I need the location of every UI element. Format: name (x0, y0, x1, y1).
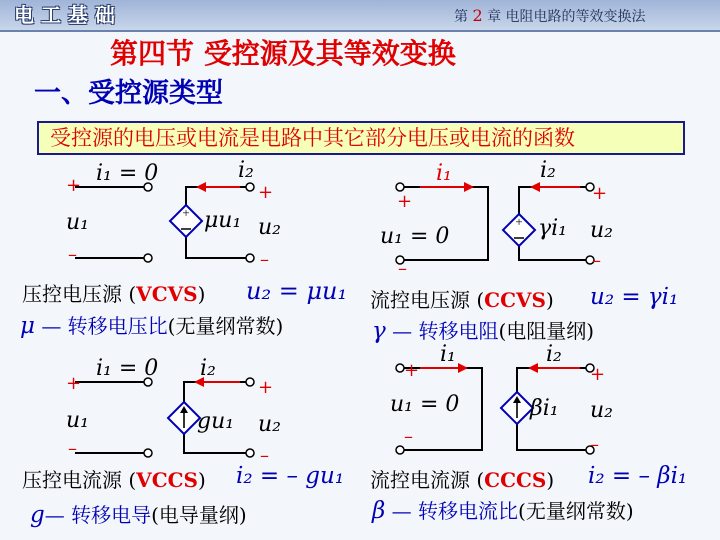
vcvs-param-dash: — (41, 314, 62, 338)
ccvs-relation: u₂ = γi₁ (590, 284, 679, 310)
vcvs-close: ) (197, 282, 206, 306)
cccs-i1-label: i₁ (440, 342, 456, 367)
vccs-in-minus: – (68, 438, 77, 459)
cccs-out-minus: – (590, 434, 599, 455)
cccs-output-top-wire (517, 368, 590, 392)
logo-text: 电 工 基 础 (14, 3, 115, 27)
chapter-num: 2 (472, 6, 483, 25)
cccs-i2-arrow-tip (528, 363, 538, 373)
vcvs-out-minus: – (260, 249, 269, 270)
vccs-param-symbol: g (30, 502, 45, 528)
cccs-close: ) (546, 468, 555, 492)
cccs-output-bottom-wire (517, 424, 590, 450)
vccs-name (22, 470, 206, 490)
vccs-param-unit: (电导量纲) (151, 503, 247, 527)
cccs-relation: i₂ = – βi₁ (588, 463, 688, 489)
vcvs-param-symbol: μ (20, 313, 35, 339)
cccs-i2-label: i₂ (546, 342, 562, 367)
vcvs-output-top-wire (186, 187, 250, 205)
vccs-close: ) (197, 468, 206, 492)
vccs-u2-label: u₂ (258, 412, 281, 437)
ccvs-output-bottom-wire (519, 246, 590, 260)
ccvs-out-minus: – (592, 250, 601, 271)
vcvs-i2-label: i₂ (238, 158, 254, 183)
subsection-title: 一、受控源类型 (34, 78, 223, 109)
vcvs-terminal (246, 183, 254, 191)
vcvs-param-unit: (无量纲常数) (167, 314, 284, 338)
vccs-parameter (30, 504, 247, 527)
vccs-terminal (246, 378, 254, 386)
section-title: 第四节 受控源及其等效变换 (110, 37, 456, 70)
ccvs-in-minus: – (398, 258, 407, 279)
vcvs-relation: u₂ = μu₁ (246, 277, 348, 305)
cccs-param-unit: (无量纲常数) (518, 499, 634, 523)
ccvs-close: ) (545, 288, 554, 312)
cccs-param-dash: — (391, 499, 412, 523)
cccs-param-desc: 转移电流比 (418, 499, 519, 523)
cccs-i1-arrow-tip (458, 363, 468, 373)
vcvs-terminal (246, 254, 254, 262)
cccs-parameter (372, 500, 634, 523)
vcvs-control-label: μu₁ (204, 208, 242, 233)
vcvs-param-desc: 转移电压比 (67, 314, 168, 338)
vccs-output-bottom-wire (184, 434, 250, 453)
vcvs-abbr: VCVS (136, 282, 198, 306)
cccs-terminal (396, 446, 404, 454)
vcvs-name (22, 284, 205, 304)
vcvs-u1-label: u₁ (66, 210, 89, 235)
ccvs-plus-sign: + (515, 214, 523, 229)
cccs-u1-label: u₁ = 0 (390, 392, 460, 417)
vcvs-in-minus: – (68, 244, 77, 265)
vccs-out-minus: – (260, 445, 269, 466)
vcvs-in-plus: + (66, 175, 82, 196)
vccs-control-label: gu₁ (197, 409, 235, 434)
vccs-output-top-wire (184, 382, 250, 402)
ccvs-i1-label: i₁ (436, 161, 452, 186)
vccs-param-desc: 转移电导 (71, 503, 152, 527)
cccs-out-plus: + (590, 364, 606, 385)
vcvs-terminal (144, 254, 152, 262)
cccs-abbr: CCCS (484, 468, 547, 492)
definition-text: 受控源的电压或电流是电路中其它部分电压或电流的函数 (50, 126, 575, 150)
vccs-i1-label: i₁ = 0 (96, 356, 159, 381)
ccvs-u2-label: u₂ (590, 218, 613, 243)
ccvs-abbr: CCVS (484, 288, 546, 312)
ccvs-terminal (396, 183, 404, 191)
vccs-in-plus: + (66, 373, 82, 394)
vccs-param-dash: — (44, 503, 65, 527)
vccs-out-plus: + (258, 377, 274, 398)
vccs-relation: i₂ = – gu₁ (236, 463, 345, 489)
ccvs-param-unit: (电阻量纲) (498, 319, 595, 343)
vcvs-i1-label: i₁ = 0 (96, 161, 159, 186)
cccs-name (370, 470, 554, 490)
vcvs-name-text: 压控电压源 ( (22, 282, 137, 306)
vcvs-plus-sign: + (182, 205, 190, 220)
ccvs-param-desc: 转移电阻 (418, 319, 499, 343)
cccs-in-minus: – (404, 426, 413, 447)
ccvs-i2-arrow-tip (530, 182, 540, 192)
vccs-u1-label: u₁ (66, 408, 89, 433)
ccvs-parameter (372, 320, 594, 343)
chapter-prefix: 第 (454, 9, 468, 25)
vcvs-u2-label: u₂ (258, 215, 281, 240)
ccvs-control-label: γi₁ (538, 216, 568, 241)
ccvs-i1-arrow-tip (464, 182, 474, 192)
vccs-terminal (144, 449, 152, 457)
ccvs-param-dash: — (392, 319, 413, 343)
cccs-terminal (396, 364, 404, 372)
cccs-param-symbol: β (372, 498, 386, 524)
ccvs-name-text: 流控电压源 ( (370, 288, 485, 312)
vccs-terminal (246, 449, 254, 457)
ccvs-out-plus: + (592, 183, 608, 204)
cccs-name-text: 流控电流源 ( (370, 468, 485, 492)
chapter-title: 章 电阻电路的等效变换法 (487, 9, 646, 25)
vcvs-output-bottom-wire (186, 237, 250, 258)
ccvs-name (370, 290, 554, 310)
vccs-i2-label: i₂ (200, 356, 216, 381)
cccs-in-plus: + (404, 360, 420, 381)
ccvs-in-plus: + (397, 191, 413, 212)
ccvs-i2-label: i₂ (540, 158, 556, 183)
vcvs-out-plus: + (258, 182, 274, 203)
ccvs-output-top-wire (519, 187, 590, 214)
cccs-u2-label: u₂ (590, 398, 613, 423)
vccs-name-text: 压控电流源 ( (22, 468, 137, 492)
vcvs-i2-arrow-tip (196, 182, 206, 192)
ccvs-u1-label: u₁ = 0 (380, 224, 450, 249)
vccs-abbr: VCCS (136, 468, 198, 492)
vcvs-parameter (20, 315, 283, 338)
cccs-control-label: βi₁ (530, 396, 559, 421)
ccvs-param-symbol: γ (372, 318, 386, 344)
